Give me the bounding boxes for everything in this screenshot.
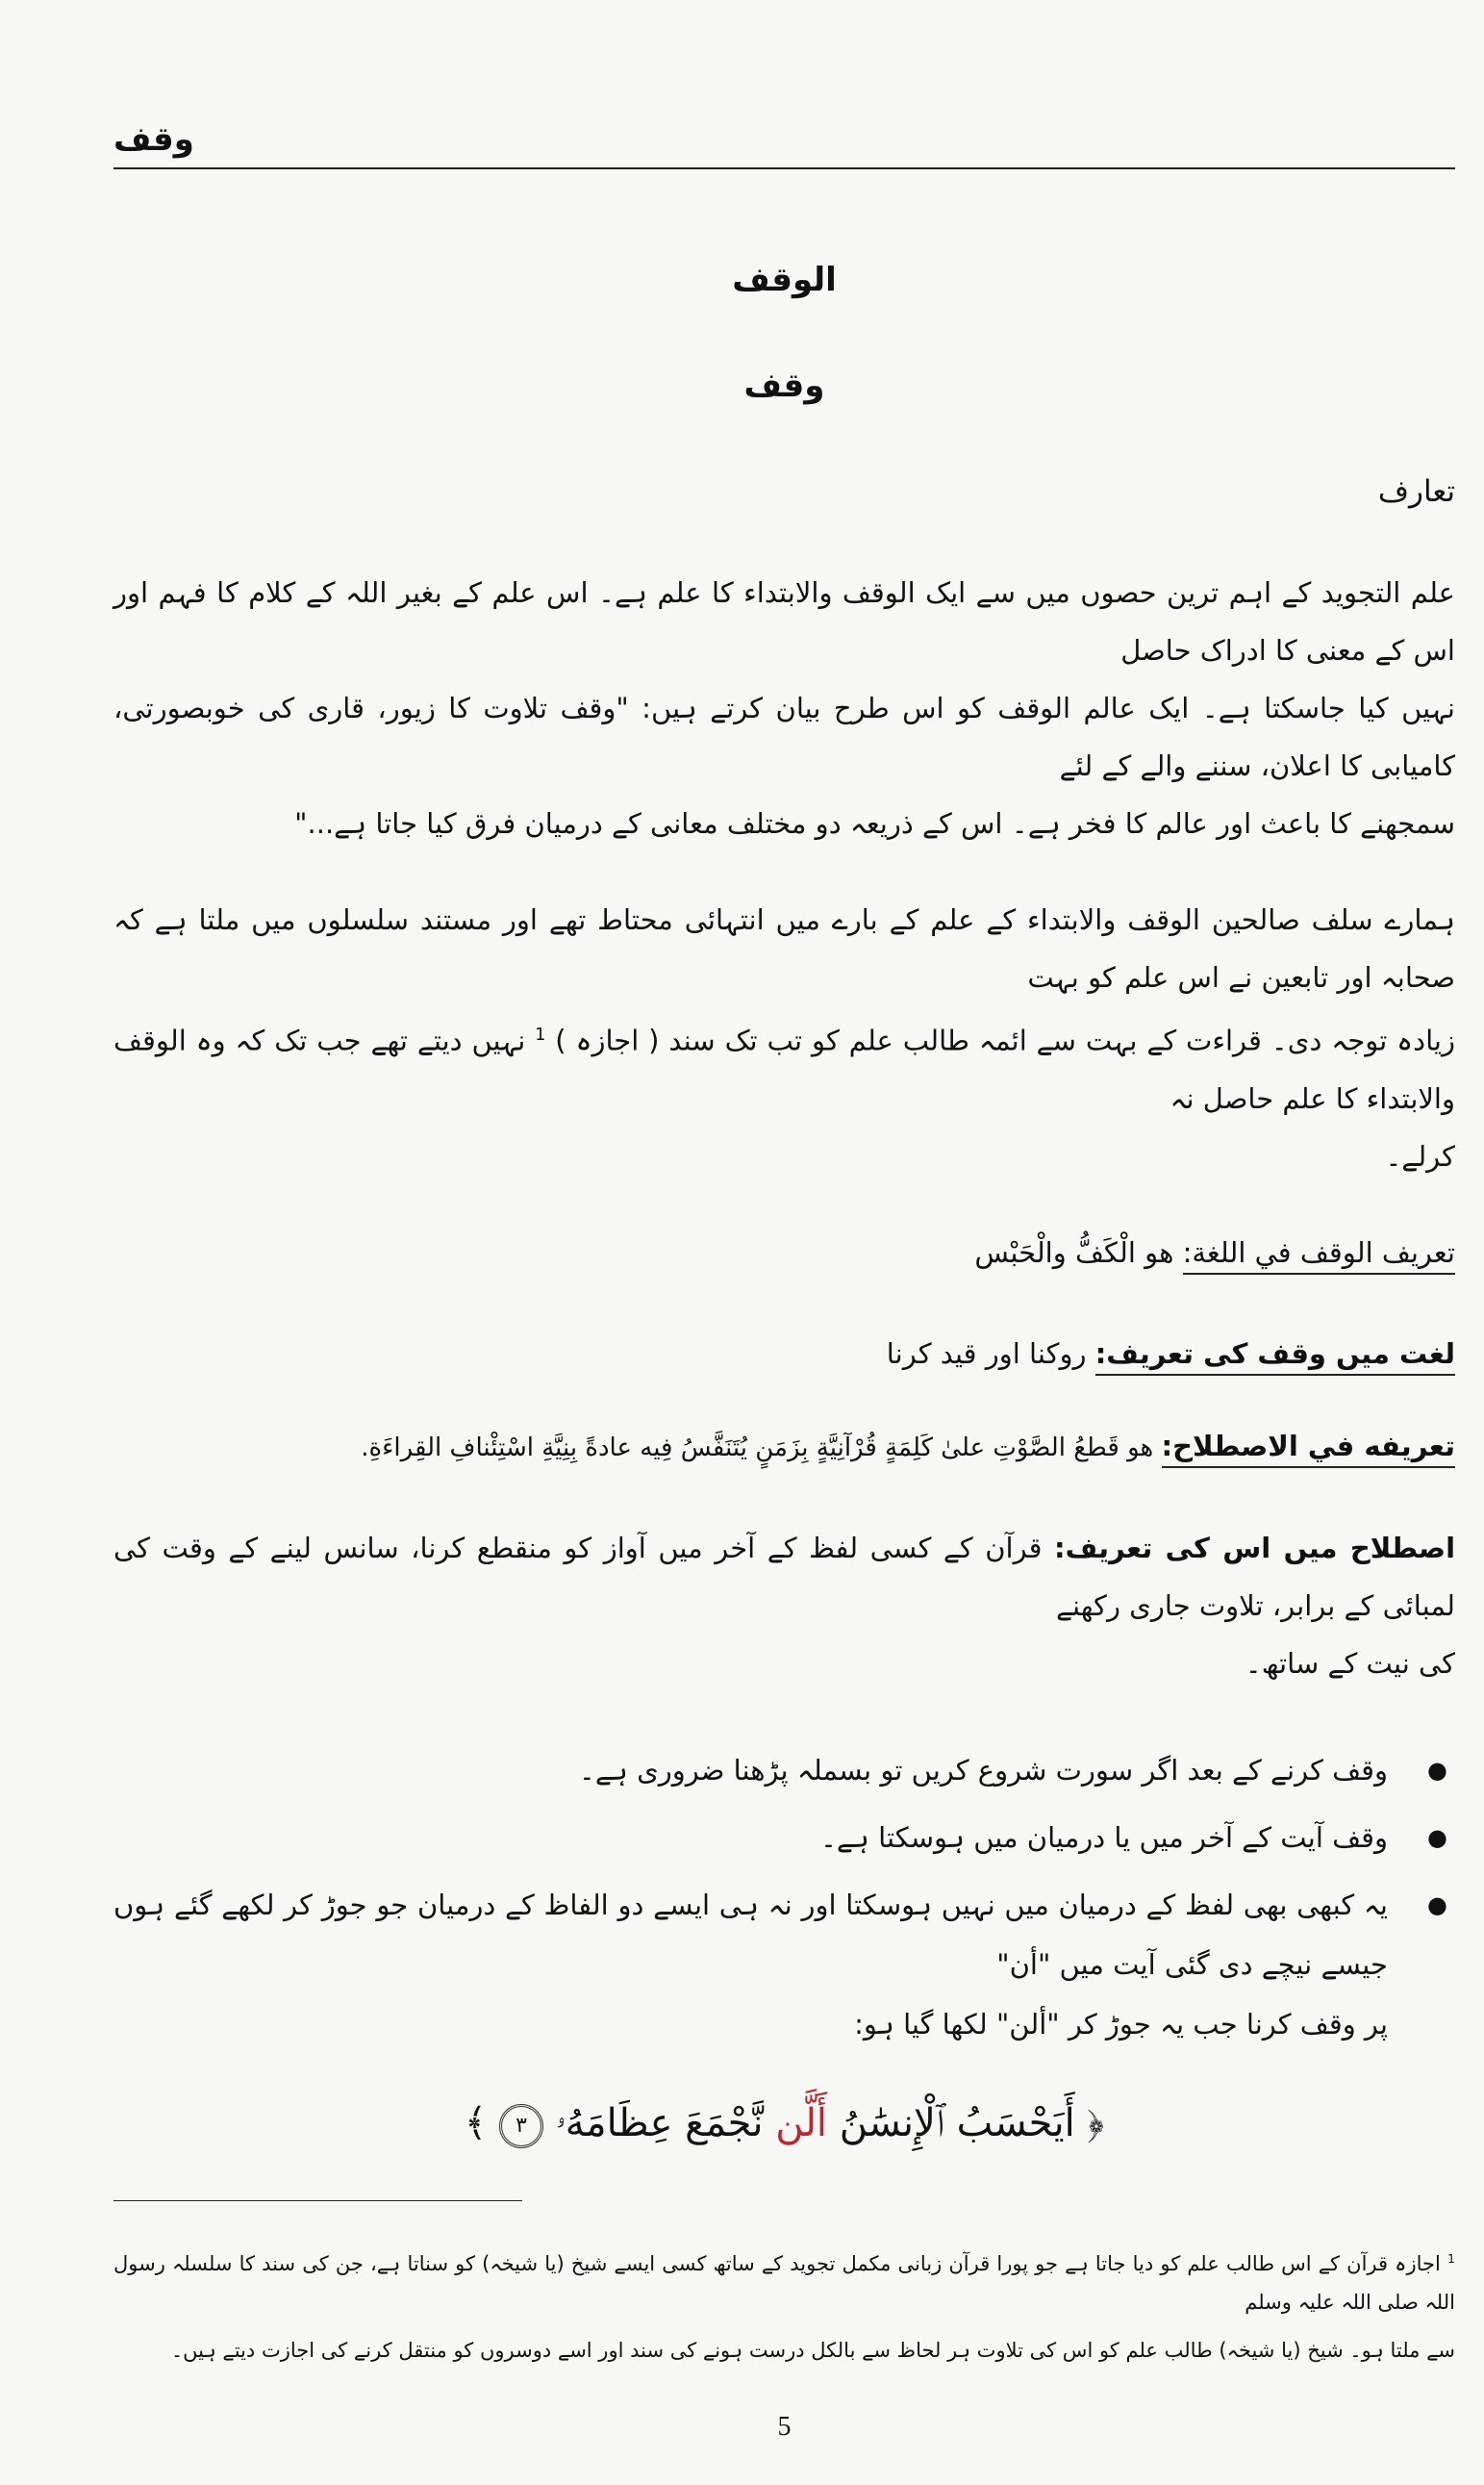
- quran-verse: [113, 2092, 1455, 2154]
- footnote: [113, 2240, 1455, 2370]
- paragraph-line: ہمارے سلف صالحین الوقف والابتداء کے علم کے بارے میں انتہائی محتاط تھے اور مستند سلسلوں میں ملتا ہے کہ صحابہ اور تابعین نے اس علم کو بہت: [113, 903, 1455, 994]
- verse-text: أَيَحْسَبُ ٱلْإِنسَٰنُ: [827, 2100, 1075, 2145]
- verse-text: نَّجْمَعَ عِظَامَهُۥ: [555, 2100, 764, 2145]
- page-title-urdu: وقف: [743, 367, 825, 405]
- page: [113, 0, 1455, 2485]
- footnote-line: سے ملتا ہو۔ شیخ (یا شیخہ) طالب علم کو اس کی تلاوت ہر لحاظ سے بالکل درست ہونے کی سند اور اسے دوسروں کو منتقل کرنے کی اجازت دیتے ہیں۔: [170, 2339, 1455, 2363]
- definition-istilah: [113, 1417, 1455, 1477]
- definition-lugha: [113, 1224, 1455, 1281]
- paragraph-line: [113, 1519, 1455, 1635]
- definition-urdu-istilah: [113, 1519, 1455, 1692]
- definition-urdu-lugha: [113, 1325, 1455, 1382]
- verse-highlight: أَلَّن: [775, 2100, 827, 2145]
- paragraph-text: نہیں دیتے تھے جب تک کہ وہ الوقف والابتداء کا علم حاصل نہ: [113, 1024, 1455, 1115]
- page-number: 5: [777, 2412, 792, 2443]
- footnote-line: [113, 2240, 1455, 2321]
- paragraph-line: علم التجوید کے اہم ترین حصوں میں سے ایک الوقف والابتداء کا علم ہے۔ اس علم کے بغیر اللہ کے کلام کا فہم اور اس کے معنی کا ادراک حاصل: [113, 576, 1455, 667]
- definition-text: قرآن کے کسی لفظ کے آخر میں آواز کو منقطع کرنا، سانس لینے کے وقت کی لمبائی کے برابر، تلاوت جاری رکھنے: [113, 1531, 1455, 1622]
- footnote-reference[interactable]: 1: [535, 1026, 546, 1045]
- verse-number-marker: ٣: [499, 2104, 543, 2148]
- definition-label: اصطلاح میں اس کی تعریف:: [1053, 1531, 1456, 1564]
- footnote-marker: 1: [1446, 2251, 1455, 2267]
- list-item: [113, 1808, 1455, 1867]
- list-item-text: پر وقف کرنا جب یہ جوڑ کر "ألن" لکھا گیا ہو:: [854, 2007, 1388, 2041]
- definition-label: تعريفه في الاصطلاح:: [1162, 1430, 1456, 1468]
- footnote-rule: [113, 2200, 522, 2202]
- history-paragraph: [113, 891, 1455, 1185]
- paragraph-line: [113, 1006, 1455, 1128]
- ornate-bracket-open: ﴿: [1087, 2100, 1105, 2145]
- paragraph-line: سمجھنے کا باعث اور عالم کا فخر ہے۔ اس کے ذریعہ دو مختلف معانی کے درمیان فرق کیا جاتا ہے...": [294, 807, 1455, 840]
- definition-text: روکنا اور قید کرنا: [886, 1336, 1087, 1370]
- definition-label: لغت میں وقف کی تعریف:: [1095, 1337, 1455, 1376]
- intro-paragraph: [113, 564, 1455, 852]
- header-rule: [113, 167, 1455, 169]
- paragraph-line: کرلے۔: [1385, 1139, 1455, 1173]
- paragraph-line: کی نیت کے ساتھ۔: [1245, 1646, 1455, 1680]
- definition-text: هو الْكَفُّ والْحَبْس: [974, 1235, 1174, 1269]
- list-item-text: وقف کرنے کے بعد اگر سورت شروع کریں تو بسملہ پڑھنا ضروری ہے۔: [578, 1753, 1388, 1787]
- page-title-arabic: الوقف: [732, 261, 837, 299]
- definition-text: هو قَطعُ الصَّوْتِ علىٰ كَلِمَةٍ قُرْآنِيَّةٍ بِزَمَنٍ يُتَنَفَّسُ فِيه عادةً بِنِيَّةِ اسْتِئْنافِ القِراءَةِ.: [361, 1433, 1154, 1462]
- running-header-title: وقف: [113, 120, 194, 159]
- ornate-bracket-close: ﴾: [464, 2100, 488, 2145]
- intro-heading: تعارف: [1377, 474, 1455, 509]
- bullet-icon: ●: [1427, 1823, 1447, 1851]
- list-item-text: یہ کبھی بھی لفظ کے درمیان میں نہیں ہوسکتا اور نہ ہی ایسے دو الفاظ کے درمیان جو جوڑ کر لکھے گئے ہوں جیسے نیچے دی گئی آیت میں "أن": [113, 1888, 1388, 1981]
- paragraph-text: زیادہ توجہ دی۔ قراءت کے بہت سے ائمہ طالب علم کو تب تک سند ( اجازہ ): [545, 1024, 1455, 1057]
- footnote-text: اجازہ قرآن کے اس طالب علم کو دیا جاتا ہے جو پورا قرآن زبانی مکمل تجوید کے ساتھ کسی ایسے شیخ (یا شیخہ) کو سناتا ہے، جن کی سند کا سلسلہ رسول اللہ صلی اللہ علیہ وسلم: [113, 2252, 1455, 2315]
- list-item-text: وقف آیت کے آخر میں یا درمیان میں ہوسکتا ہے۔: [819, 1820, 1388, 1854]
- definition-label: تعريف الوقف في اللغة:: [1183, 1236, 1455, 1275]
- list-item: [113, 1875, 1455, 2054]
- list-item: [113, 1740, 1455, 1800]
- bullet-icon: ●: [1427, 1890, 1447, 1918]
- rules-list: [113, 1740, 1455, 2054]
- paragraph-line: نہیں کیا جاسکتا ہے۔ ایک عالم الوقف کو اس طرح بیان کرتے ہیں: "وقف تلاوت کا زیور، قاری کی خوبصورتی، کامیابی کا اعلان، سننے والے کے لئے: [113, 692, 1455, 782]
- bullet-icon: ●: [1427, 1756, 1447, 1784]
